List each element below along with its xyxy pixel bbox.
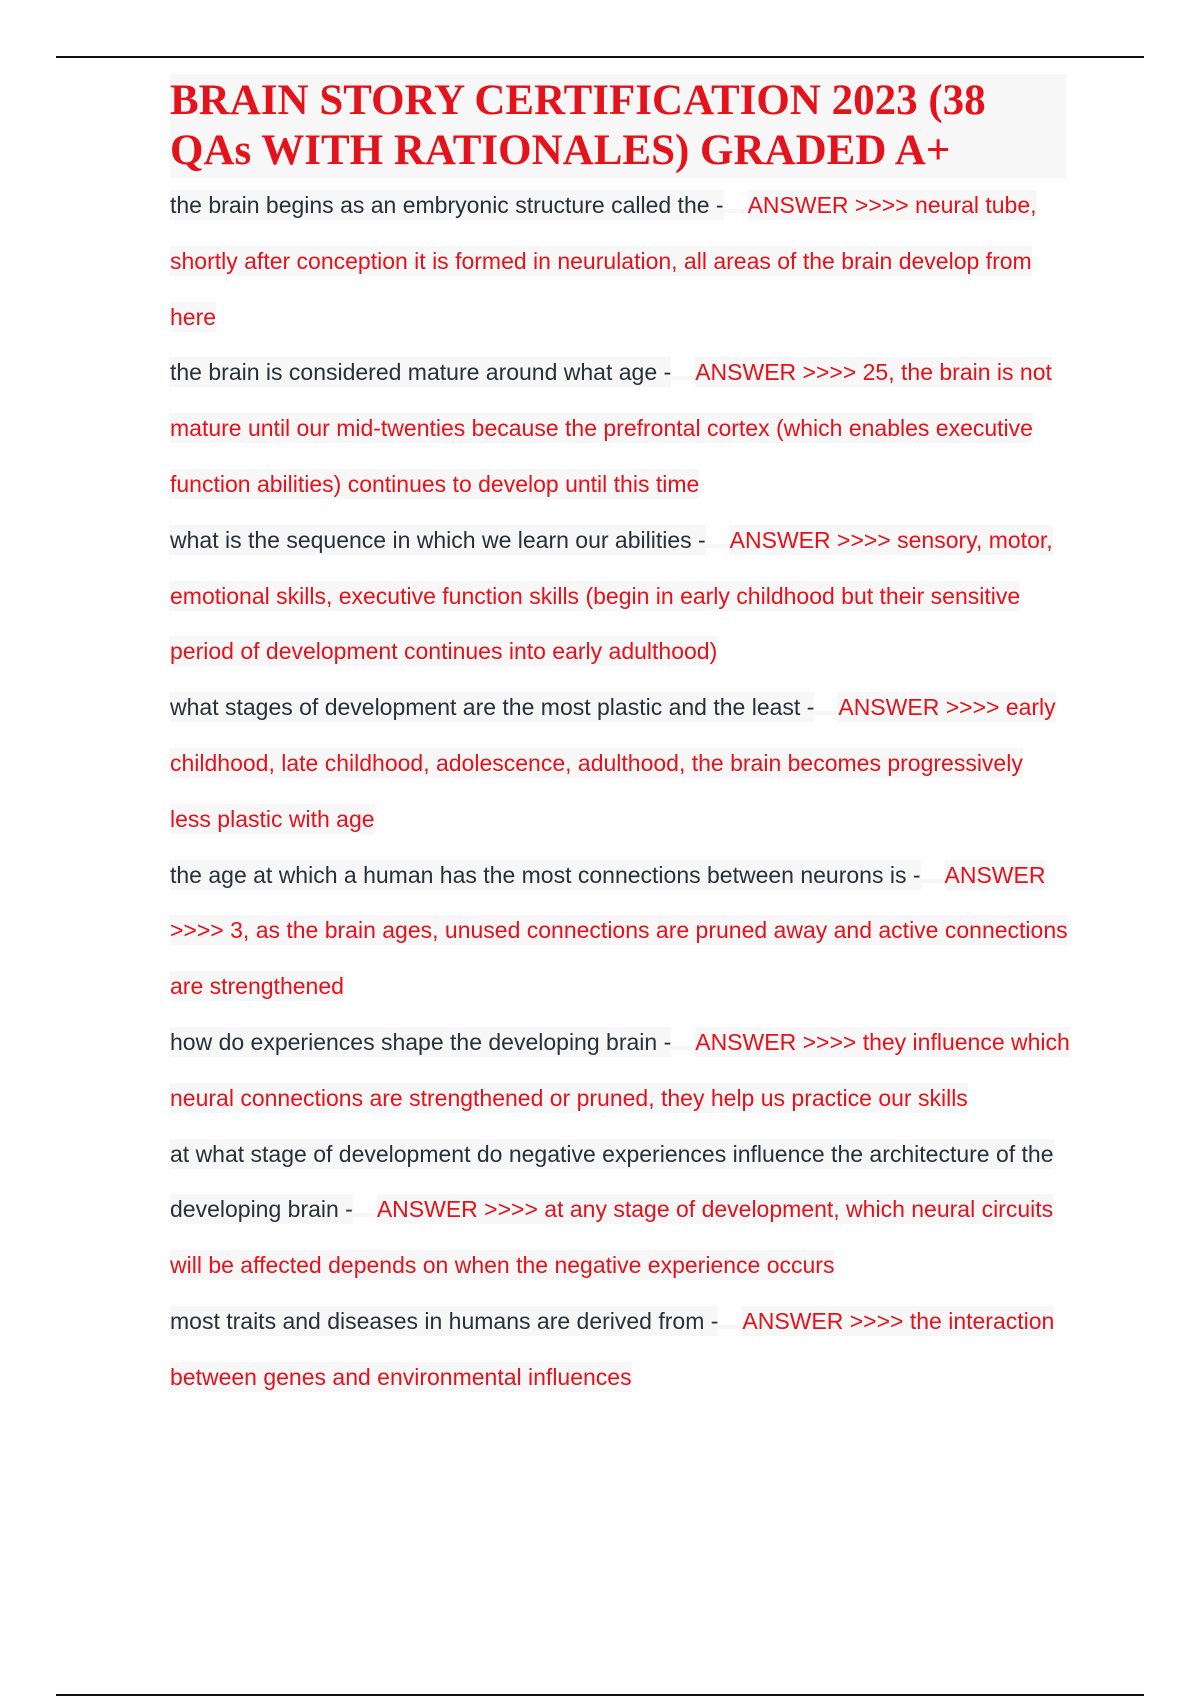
answer-text: ANSWER >>>> 3, as the brain ages, unused connections are pruned away and active connections are strengthened: [170, 861, 1068, 1000]
answer-text: ANSWER >>>> early childhood, late childhood, adolescence, adulthood, the brain becomes progressively less plastic with age: [170, 694, 1056, 832]
document-title: BRAIN STORY CERTIFICATION 2023 (38 QAs WITH RATIONALES) GRADED A+: [170, 74, 1066, 178]
qa-item: [170, 1127, 1070, 1294]
question-text: the age at which a human has the most connections between neurons is -: [170, 861, 921, 888]
answer-text: ANSWER >>>> 25, the brain is not mature until our mid-twenties because the prefrontal cortex (which enables executive function abilities) continues to develop until this time: [170, 359, 1052, 497]
document-content: [170, 74, 1070, 1406]
question-text: the brain is considered mature around what age -: [170, 359, 672, 386]
qa-item: [170, 680, 1070, 847]
answer-text: ANSWER >>>> they influence which neural connections are strengthened or pruned, they help us practice our skills: [170, 1028, 1070, 1111]
question-text: what stages of development are the most plastic and the least -: [170, 694, 815, 721]
question-text: the brain begins as an embryonic structure called the -: [170, 192, 724, 218]
question-text: most traits and diseases in humans are derived from -: [170, 1307, 719, 1334]
qa-item: [170, 1015, 1070, 1127]
qa-item: [170, 345, 1070, 512]
question-text: at what stage of development do negative experiences influence the architecture of the developing brain -: [170, 1140, 1054, 1223]
answer-text: ANSWER >>>> sensory, motor, emotional skills, executive function skills (begin in early childhood but their sensitive period of development continues into early adulthood): [170, 526, 1053, 665]
answer-text: ANSWER >>>> the interaction between genes and environmental influences: [170, 1307, 1055, 1390]
question-text: what is the sequence in which we learn our abilities -: [170, 526, 706, 553]
answer-text: ANSWER >>>> at any stage of development, which neural circuits will be affected depends on when the negative experience occurs: [170, 1196, 1054, 1279]
top-rule: [56, 56, 1144, 58]
qa-item: [170, 848, 1070, 1015]
question-text: how do experiences shape the developing brain -: [170, 1028, 672, 1055]
qa-item: [170, 1294, 1070, 1406]
bottom-rule: [56, 1694, 1144, 1696]
qa-item: [170, 178, 1070, 345]
answer-text: ANSWER >>>> neural tube, shortly after conception it is formed in neurulation, all areas of the brain develop from here: [170, 192, 1037, 330]
qa-item: [170, 513, 1070, 680]
